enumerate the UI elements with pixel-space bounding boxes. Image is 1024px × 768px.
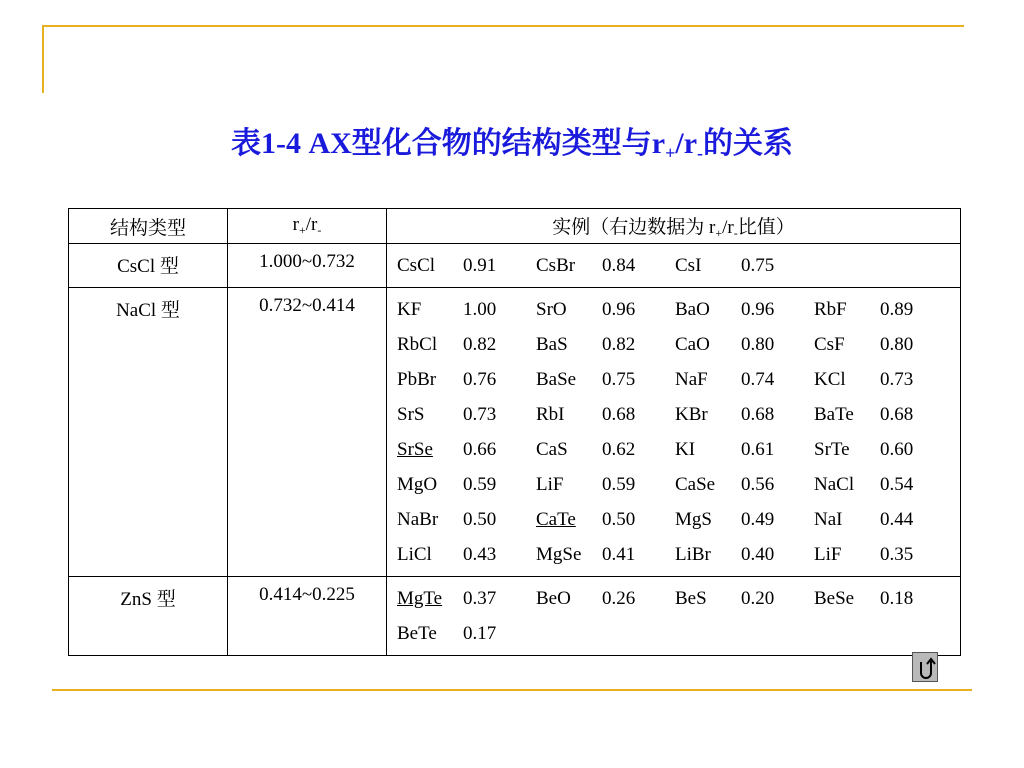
radius-ratio-value: 0.84 (602, 255, 636, 276)
radius-ratio-value: 0.68 (741, 404, 775, 425)
radius-ratio-value: 0.56 (741, 474, 775, 495)
compound-name: PbBr (397, 369, 437, 390)
compound-name: BeS (675, 588, 707, 609)
example-line (397, 248, 960, 283)
compound-name: BeO (536, 588, 571, 609)
radius-ratio-value: 0.41 (602, 544, 636, 565)
compound-entry (536, 248, 675, 283)
compound-entry (814, 327, 953, 362)
compound-name: MgO (397, 474, 438, 495)
radius-ratio-value: 0.68 (602, 404, 636, 425)
example-line (397, 467, 960, 502)
radius-ratio-value: 0.62 (602, 439, 636, 460)
compound-name: MgS (675, 509, 712, 530)
decorative-bottom-rule (52, 689, 972, 691)
radius-ratio-range-cell: 1.000~0.732 (228, 244, 387, 288)
example-line (397, 581, 960, 616)
structure-table (68, 208, 961, 656)
compound-entry (397, 248, 536, 283)
compound-name: CsCl (397, 255, 436, 276)
compound-entry (397, 537, 536, 572)
structure-type-cell: ZnS 型 (69, 577, 228, 656)
compound-name: CsBr (536, 255, 576, 276)
compound-entry (397, 581, 536, 616)
radius-ratio-value: 0.59 (602, 474, 636, 495)
compound-name: BaS (536, 334, 568, 355)
header-radius-ratio: $r_+/r_-$ (228, 209, 387, 244)
radius-ratio-value: 0.40 (741, 544, 775, 565)
compound-name: LiF (536, 474, 564, 495)
examples-cell (387, 577, 961, 656)
compound-entry (814, 537, 953, 572)
example-line (397, 502, 960, 537)
table-row (69, 577, 961, 656)
radius-ratio-value: 0.80 (741, 334, 775, 355)
compound-entry (397, 616, 536, 651)
compound-entry (675, 432, 814, 467)
table-row (69, 244, 961, 288)
compound-entry (675, 537, 814, 572)
compound-entry (397, 467, 536, 502)
radius-ratio-value: 0.54 (880, 474, 914, 495)
header-examples: 实例（右边数据为 $r_+/r_-$比值） (387, 209, 961, 244)
radius-ratio-value: 0.37 (463, 588, 497, 609)
compound-entry (536, 327, 675, 362)
radius-ratio-value: 0.50 (602, 509, 636, 530)
compound-entry (814, 502, 953, 537)
compound-entry (397, 362, 536, 397)
compound-name: NaI (814, 509, 843, 530)
radius-ratio-value: 0.96 (602, 299, 636, 320)
compound-name: LiF (814, 544, 842, 565)
compound-name: SrS (397, 404, 425, 425)
compound-name: SrSe (397, 439, 433, 460)
radius-ratio-value: 0.76 (463, 369, 497, 390)
radius-ratio-value: 0.43 (463, 544, 497, 565)
slide-title: 表1-4 AX型化合物的结构类型与$r_+/r_-$的关系 (230, 127, 794, 163)
compound-name: KF (397, 299, 422, 320)
compound-name: CaO (675, 334, 710, 355)
compound-entry (536, 397, 675, 432)
compound-entry (814, 292, 953, 327)
compound-name: MgSe (536, 544, 582, 565)
compound-entry (397, 397, 536, 432)
compound-name: NaCl (814, 474, 855, 495)
compound-name: NaBr (397, 509, 439, 530)
radius-ratio-value: 0.59 (463, 474, 497, 495)
compound-entry (675, 467, 814, 502)
radius-ratio-value: 0.82 (463, 334, 497, 355)
example-line (397, 362, 960, 397)
decorative-left-rule (42, 25, 44, 93)
compound-name: KI (675, 439, 696, 460)
example-line (397, 397, 960, 432)
radius-ratio-value: 0.75 (602, 369, 636, 390)
decorative-top-rule (44, 25, 964, 27)
table-header-row (69, 209, 961, 244)
compound-entry (675, 327, 814, 362)
radius-ratio-value: 0.35 (880, 544, 914, 565)
compound-entry (675, 292, 814, 327)
compound-name: CaTe (536, 509, 576, 530)
compound-entry (675, 248, 814, 283)
compound-name: BeTe (397, 623, 437, 644)
compound-name: BaTe (814, 404, 854, 425)
radius-ratio-value: 0.75 (741, 255, 775, 276)
radius-ratio-value: 0.80 (880, 334, 914, 355)
radius-ratio-value: 0.73 (463, 404, 497, 425)
compound-entry (814, 581, 953, 616)
compound-name: BaSe (536, 369, 577, 390)
compound-entry (397, 292, 536, 327)
compound-name: SrO (536, 299, 567, 320)
compound-entry (536, 502, 675, 537)
compound-name: RbCl (397, 334, 438, 355)
radius-ratio-range-cell: 0.414~0.225 (228, 577, 387, 656)
compound-name: RbI (536, 404, 565, 425)
radius-ratio-value: 0.61 (741, 439, 775, 460)
compound-name: NaF (675, 369, 708, 390)
radius-ratio-value: 0.82 (602, 334, 636, 355)
compound-name: CsF (814, 334, 845, 355)
compound-name: BaO (675, 299, 710, 320)
compound-name: LiCl (397, 544, 432, 565)
radius-ratio-value: 0.49 (741, 509, 775, 530)
compound-name: RbF (814, 299, 847, 320)
compound-entry (675, 581, 814, 616)
compound-entry (675, 397, 814, 432)
compound-entry (536, 292, 675, 327)
compound-entry (536, 362, 675, 397)
compound-name: CsI (675, 255, 702, 276)
radius-ratio-value: 0.89 (880, 299, 914, 320)
structure-type-cell: CsCl 型 (69, 244, 228, 288)
compound-entry (536, 432, 675, 467)
structure-type-cell: NaCl 型 (69, 288, 228, 577)
compound-entry (675, 362, 814, 397)
compound-name: MgTe (397, 588, 443, 609)
examples-cell (387, 244, 961, 288)
table-row (69, 288, 961, 577)
radius-ratio-value: 0.20 (741, 588, 775, 609)
radius-ratio-value: 0.44 (880, 509, 914, 530)
compound-entry (536, 467, 675, 502)
return-button[interactable] (912, 652, 938, 682)
radius-ratio-value: 1.00 (463, 299, 497, 320)
compound-name: SrTe (814, 439, 850, 460)
examples-cell (387, 288, 961, 577)
compound-name: KBr (675, 404, 708, 425)
compound-name: KCl (814, 369, 846, 390)
example-line (397, 292, 960, 327)
radius-ratio-range-cell: 0.732~0.414 (228, 288, 387, 577)
compound-entry (536, 537, 675, 572)
example-line (397, 432, 960, 467)
compound-entry (397, 502, 536, 537)
compound-name: BeSe (814, 588, 855, 609)
header-structure-type: 结构类型 (69, 209, 228, 244)
compound-entry (675, 502, 814, 537)
radius-ratio-value: 0.18 (880, 588, 914, 609)
compound-entry (814, 397, 953, 432)
compound-entry (536, 581, 675, 616)
compound-entry (814, 432, 953, 467)
radius-ratio-value: 0.91 (463, 255, 497, 276)
radius-ratio-value: 0.73 (880, 369, 914, 390)
radius-ratio-value: 0.74 (741, 369, 775, 390)
radius-ratio-value: 0.50 (463, 509, 497, 530)
radius-ratio-value: 0.17 (463, 623, 497, 644)
radius-ratio-value: 0.68 (880, 404, 914, 425)
compound-entry (397, 432, 536, 467)
example-line (397, 327, 960, 362)
radius-ratio-value: 0.66 (463, 439, 497, 460)
example-line (397, 616, 960, 651)
radius-ratio-value: 0.26 (602, 588, 636, 609)
compound-entry (814, 467, 953, 502)
return-arrow-icon (913, 653, 937, 681)
compound-entry (397, 327, 536, 362)
compound-name: CaSe (675, 474, 716, 495)
compound-entry (814, 362, 953, 397)
radius-ratio-value: 0.96 (741, 299, 775, 320)
compound-name: LiBr (675, 544, 711, 565)
example-line (397, 537, 960, 572)
table-body (69, 244, 961, 656)
radius-ratio-value: 0.60 (880, 439, 914, 460)
compound-name: CaS (536, 439, 568, 460)
